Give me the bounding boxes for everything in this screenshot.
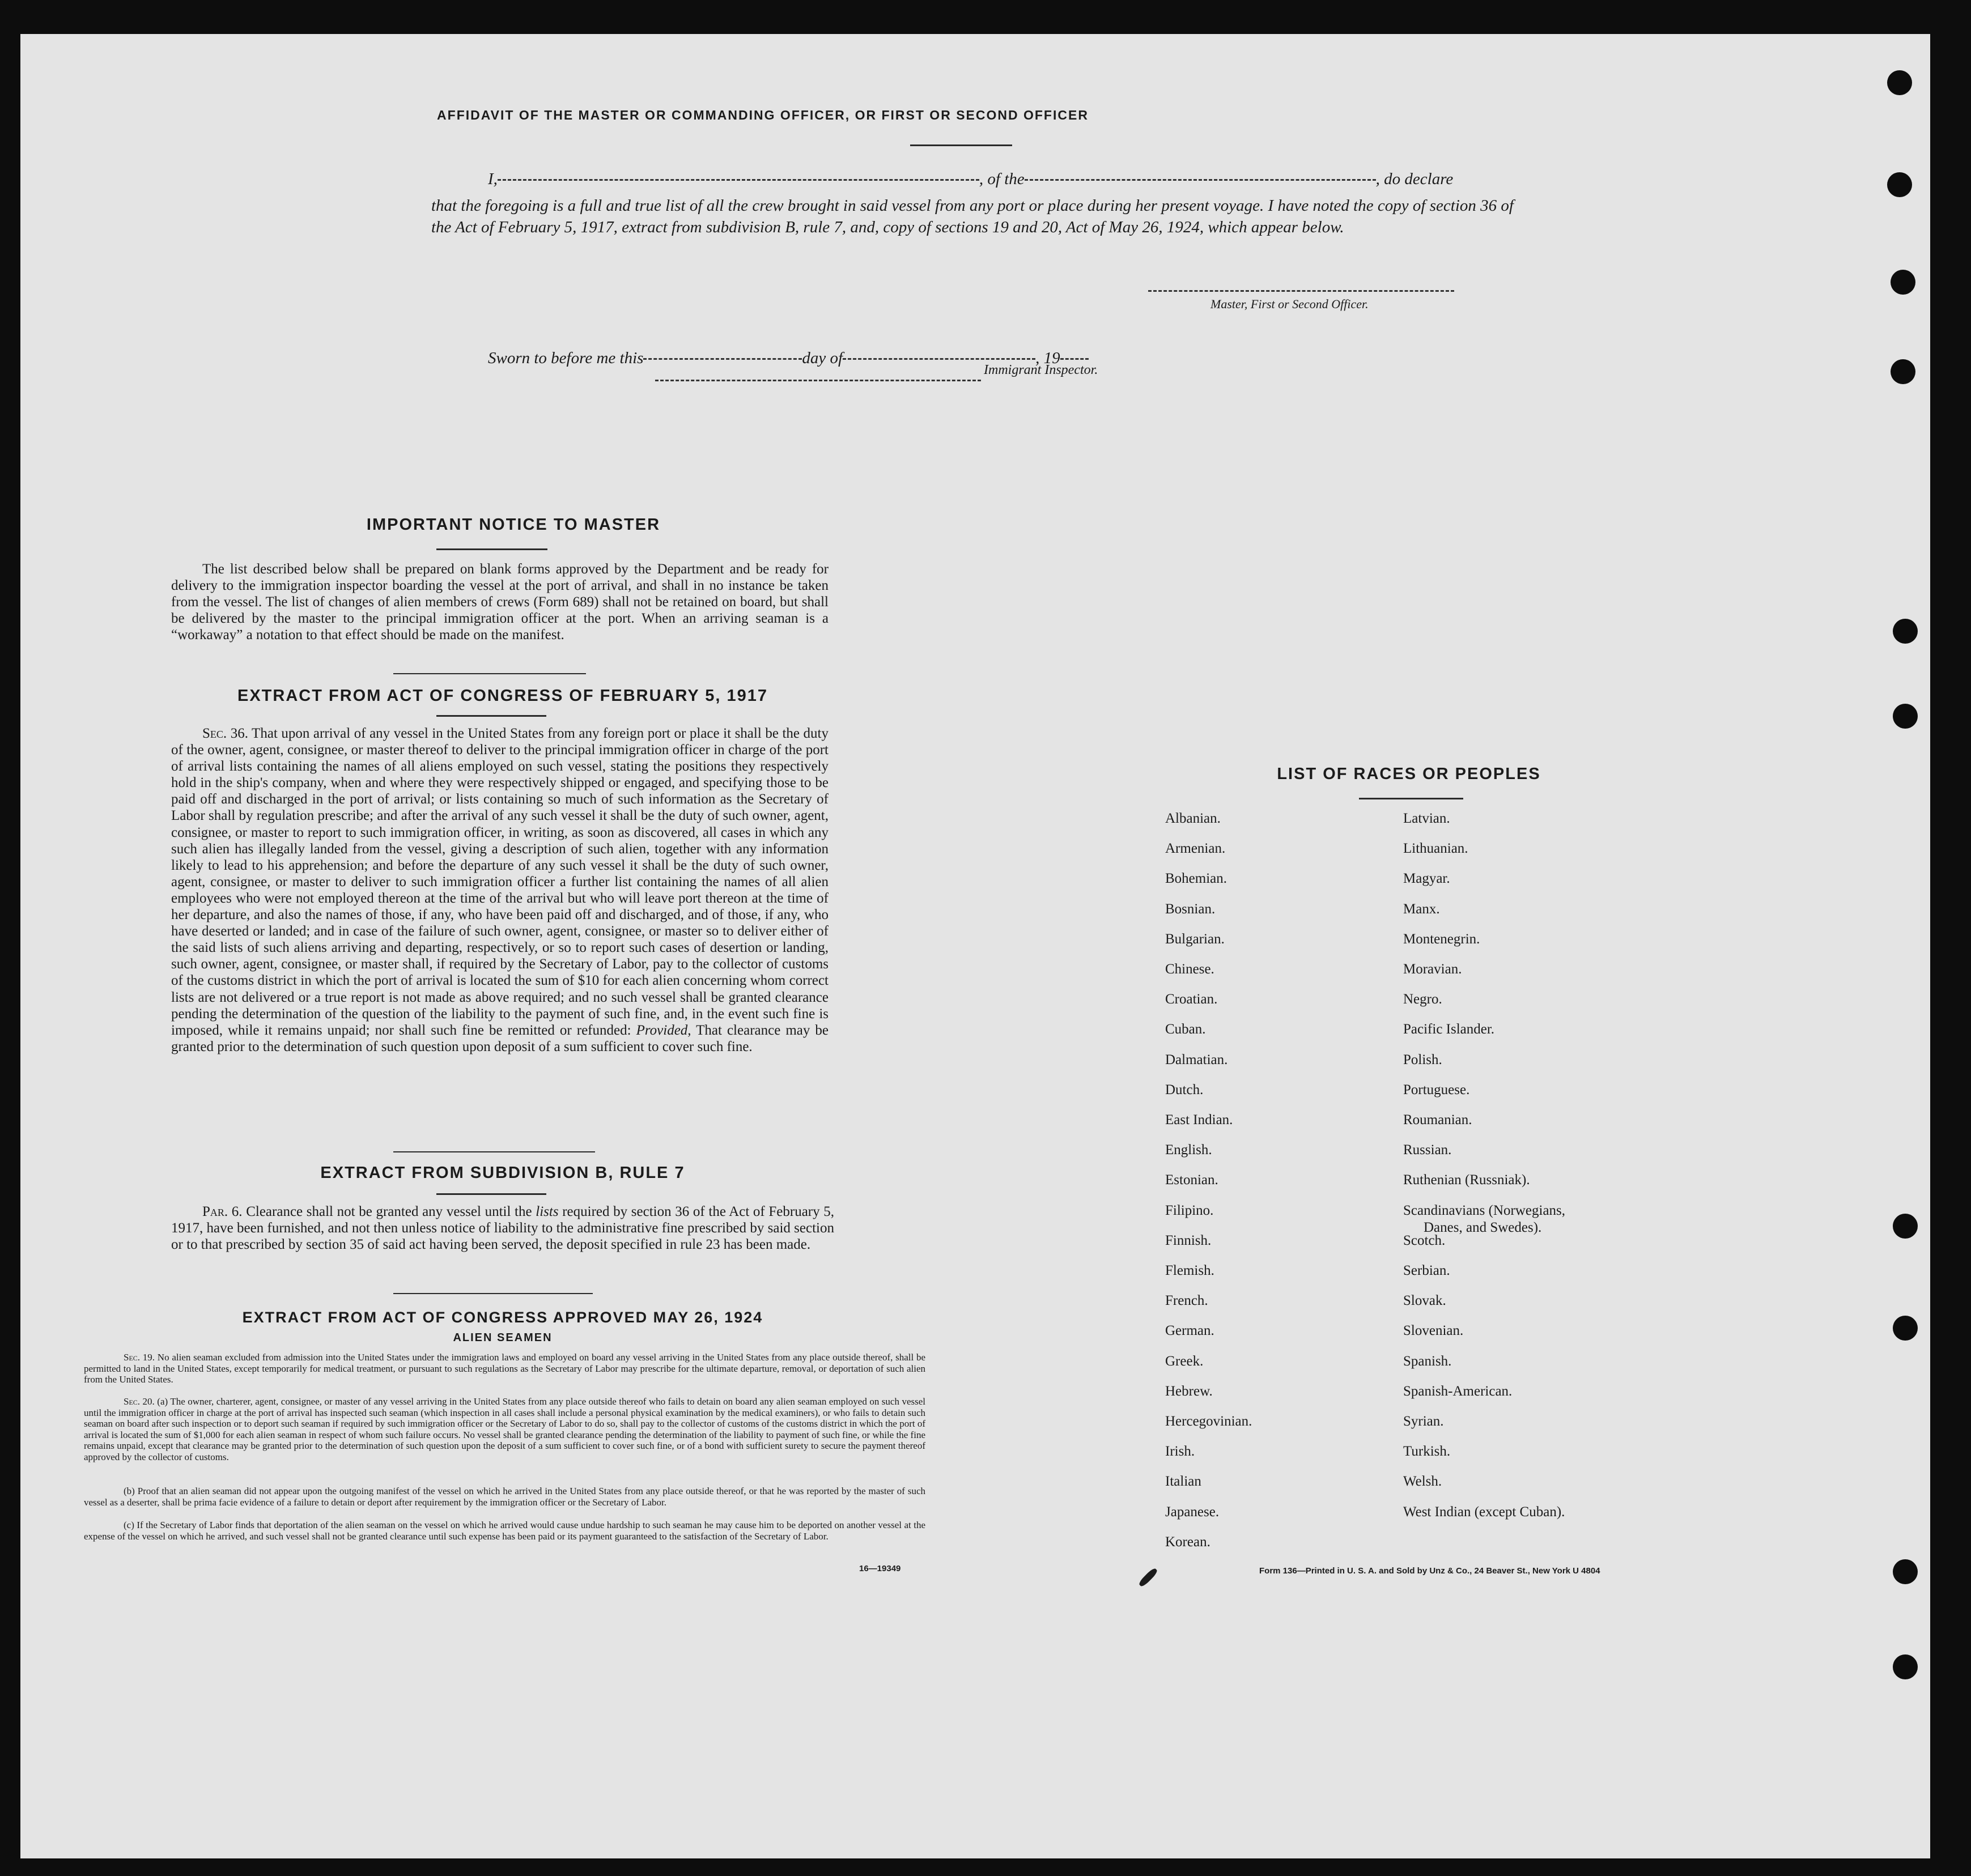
sec-36-label: Sec. 36. [202, 726, 248, 741]
race-item: West Indian (except Cuban). [1403, 1504, 1565, 1520]
affidavit-body: that the foregoing is a full and true list of all the crew brought in said vessel from any port or place during her present voyage. I have noted the copy of section 36 of the Act of February 5, 1917, extract from subdivision B, rule 7, and, copy of sections 19 and 20, Act of May 26, 1924, which appear below. [431, 197, 1514, 236]
affidavit-declaration-line [488, 170, 1514, 189]
notice-title: IMPORTANT NOTICE TO MASTER [366, 516, 661, 534]
inspector-signature-field[interactable] [655, 380, 981, 381]
race-item: Dutch. [1165, 1082, 1204, 1097]
race-item: Albanian. [1165, 811, 1221, 826]
extract-rule7-title: EXTRACT FROM SUBDIVISION B, RULE 7 [320, 1164, 685, 1182]
year-prefix: , 19 [1035, 349, 1060, 367]
race-item: Finnish. [1165, 1232, 1212, 1248]
sec-19-text: No alien seaman excluded from admission into the United States under the immigration laws and employed on board any vessel arriving in the United States from any place outside thereof, shall be permitted to land in the United States, except temporarily for medical treatment, or pursuant to such regulations as the Secretary of Labor may prescribe for the ultimate departure, removal, or deportation of such alien from the United States. [84, 1352, 926, 1385]
race-item: Ruthenian (Russniak). [1403, 1172, 1530, 1188]
race-item: Serbian. [1403, 1263, 1450, 1278]
par-6-label: Par. 6. [202, 1204, 243, 1219]
race-item: Portuguese. [1403, 1082, 1470, 1097]
race-item: Italian [1165, 1474, 1201, 1490]
par-6-text-a: Clearance shall not be granted any vessel until the [246, 1204, 532, 1219]
title-underline [910, 144, 1012, 146]
race-item: Armenian. [1165, 841, 1226, 857]
binder-hole [1893, 1559, 1918, 1584]
binder-hole [1893, 1316, 1918, 1341]
races-title-underline [1359, 798, 1463, 799]
declarant-prefix: I, [488, 170, 498, 188]
race-item: Chinese. [1165, 962, 1214, 977]
vessel-name-field[interactable] [1025, 179, 1376, 181]
extract-1917-title: EXTRACT FROM ACT OF CONGRESS OF FEBRUARY 5, 1917 [237, 687, 768, 705]
race-item: Bulgarian. [1165, 931, 1225, 947]
race-item: Cuban. [1165, 1022, 1206, 1037]
extract-rule7-body [171, 1203, 834, 1253]
declare-label: , do declare [1375, 170, 1454, 188]
race-item: Greek. [1165, 1353, 1204, 1369]
binder-hole [1893, 1214, 1918, 1239]
race-item: Irish. [1165, 1444, 1195, 1460]
race-item: Latvian. [1403, 811, 1450, 826]
section-divider [393, 673, 586, 674]
race-item: Spanish-American. [1403, 1383, 1513, 1399]
sec-20a [84, 1396, 925, 1462]
section-divider [393, 1151, 595, 1152]
race-item: Turkish. [1403, 1444, 1451, 1460]
extract-1917-underline [436, 715, 546, 717]
par-6-text-b: required by section 36 of the Act of February 5, 1917, have been furnished, and not then unless notice of liability to the administrative fine prescribed by said section or to that prescribed by section 35 of said act having been served, the deposit specified in rule 23 has been made. [171, 1204, 835, 1253]
proviso-label: Provided, [636, 1022, 691, 1038]
race-item: Magyar. [1403, 871, 1450, 887]
extract-1924-title: EXTRACT FROM ACT OF CONGRESS APPROVED MAY 26, 1924 [242, 1309, 763, 1326]
race-item: French. [1165, 1293, 1208, 1309]
inspector-caption: Immigrant Inspector. [984, 363, 1098, 377]
notice-title-underline [436, 548, 547, 550]
race-item: Slovenian. [1403, 1323, 1464, 1339]
sworn-month-field[interactable] [843, 358, 1035, 360]
of-the-label: , of the [979, 170, 1025, 188]
binder-hole [1893, 619, 1918, 644]
binder-hole [1891, 359, 1915, 384]
sec-19 [84, 1352, 925, 1385]
ink-blot [1138, 1567, 1159, 1588]
proviso-text: That clearance may be granted prior to the determination of such question upon deposit of a sum sufficient to cover such fine. [171, 1022, 829, 1054]
race-item: Montenegrin. [1403, 931, 1480, 947]
sworn-day-field[interactable] [643, 358, 802, 360]
race-item: East Indian. [1165, 1112, 1233, 1128]
race-item: Syrian. [1403, 1414, 1444, 1429]
race-item: Slovak. [1403, 1293, 1446, 1309]
affidavit-title: AFFIDAVIT OF THE MASTER OR COMMANDING OFFICER, OR FIRST OR SECOND OFFICER [437, 108, 1089, 122]
races-title: LIST OF RACES OR PEOPLES [1277, 765, 1541, 783]
race-item: Hebrew. [1165, 1383, 1213, 1399]
race-item: Flemish. [1165, 1263, 1214, 1278]
race-item: Pacific Islander. [1403, 1022, 1495, 1037]
sec-20-label: Sec. 20. [124, 1396, 155, 1407]
race-item: Korean. [1165, 1534, 1210, 1550]
binder-hole [1893, 704, 1918, 729]
binder-hole [1887, 70, 1912, 95]
sworn-year-field[interactable] [1060, 358, 1089, 360]
alien-seamen-subtitle: ALIEN SEAMEN [453, 1332, 553, 1344]
race-item: Japanese. [1165, 1504, 1220, 1520]
binder-hole [1891, 270, 1915, 295]
race-item: Scandinavians (Norwegians, [1403, 1202, 1566, 1218]
race-item: Moravian. [1403, 962, 1462, 977]
section-divider [393, 1293, 593, 1294]
print-code: 16—19349 [859, 1564, 901, 1573]
race-item: Danes, and Swedes). [1424, 1219, 1542, 1235]
notice-body: The list described below shall be prepared on blank forms approved by the Department and be ready for delivery to the immigration inspector boarding the vessel at the port of arrival, and shall in no instance be taken from the vessel. The list of changes of alien members of crews (Form 689) shall not be retained on board, but shall be delivered by the master to the principal immigration officer at the port. When an arriving seaman is a “workaway” a notation to that effect should be made on the manifest. [171, 561, 829, 643]
race-item: English. [1165, 1142, 1212, 1158]
race-item: Welsh. [1403, 1474, 1442, 1490]
race-item: Negro. [1403, 992, 1442, 1007]
officer-signature-field[interactable] [1148, 290, 1454, 292]
race-item: Dalmatian. [1165, 1052, 1228, 1067]
officer-signature-caption: Master, First or Second Officer. [1210, 297, 1369, 311]
race-item: Hercegovinian. [1165, 1414, 1252, 1429]
race-item: Manx. [1403, 901, 1440, 917]
lists-word: lists [536, 1204, 559, 1219]
race-item: Polish. [1403, 1052, 1442, 1067]
sec-20b: (b) Proof that an alien seaman did not appear upon the outgoing manifest of the vessel on which he arrived in the United States from any place outside thereof, or that he was reported by the master of such vessel as a deserter, shall be prima facie evidence of a failure to detain or deport after requirement by the immigration officer or the Secretary of Labor. [84, 1486, 925, 1508]
sworn-label: Sworn to before me this [488, 349, 644, 367]
race-item: Spanish. [1403, 1353, 1452, 1369]
race-item: Scotch. [1403, 1232, 1446, 1248]
sec-36-text: That upon arrival of any vessel in the United States from any foreign port or place it shall be the duty of the owner, agent, consignee, or master thereof to deliver to the principal immigration officer in charge of the port of arrival lists containing the names of all aliens employed on such vessel, stating the positions they respectively hold in the ship's company, when and where they were respectively shipped or engaged, and specifying those to be paid off and discharged in the port of arrival; or lists containing so much of such information as the Secretary of Labor shall by regulation prescribe; and after the arrival of any such vessel it shall be the duty of such owner, agent, consignee, or master to report to such immigration officer, in writing, as soon as discovered, all cases in which any such alien has illegally landed from the vessel, giving a description of such alien, together with any information likely to lead to his apprehension; and before the departure of any such vessel it shall be the duty of such owner, agent, consignee, or master to deliver to such immigration officer a further list containing the names of all alien employees who were not employed thereon at the time of the arrival but who will leave port thereon at the time of her departure, and also the names of those, if any, who have been paid off and discharged, and of those, if any, who have deserted or landed; and in case of the failure of such owner, agent, consignee, or master so to deliver either of the said lists of such aliens arriving and departing, respectively, or so to report such cases of desertion or landing, such owner, agent, consignee, or master shall, if required by the Secretary of Labor, pay to the collector of customs of the customs district in which the port of arrival is located the sum of $10 for each alien concerning whom correct lists are not delivered or a true report is not made as above required; and no such vessel shall be granted clearance pending the determination of the question of the liability to the payment of such fine, and, in the event such fine is imposed, while it remains unpaid; nor shall such fine be remitted or refunded: [171, 726, 829, 1038]
extract-rule7-underline [436, 1193, 546, 1195]
document-page [20, 34, 1930, 1858]
sec-20a-text: (a) The owner, charterer, agent, consignee, or master of any vessel arriving in the United States from any place outside thereof who fails to detain on board any alien seaman employed on such vessel until the immigration officer in charge at the port of arrival has inspected such seaman (which inspection in all cases shall include a personal physical examination by the medical examiners), or who fails to detain such seaman on board after such inspection or to deport such seaman if required by such immigration officer or the Secretary of Labor to do so, shall pay to the collector of customs of the customs district in which the port of arrival is located the sum of $1,000 for each alien seaman in respect of whom such failure occurs. No vessel shall be granted clearance pending the determination of the liability to payment of such fine, or while the fine remains unpaid, except that clearance may be granted prior to the determination of such question upon the deposit of a sum sufficient to cover such fine, or of a bond with sufficient surety to secure the payment thereof approved by the collector of customs. [84, 1396, 926, 1462]
sec-19-label: Sec. 19. [124, 1352, 155, 1363]
day-of-label: day of [802, 349, 843, 367]
race-item: German. [1165, 1323, 1214, 1339]
extract-1917-body [171, 725, 829, 1055]
sec-20c: (c) If the Secretary of Labor finds that deportation of the alien seaman on the vessel on which he arrived would cause undue hardship to such seaman he may cause him to be deported on another vessel at the expense of the vessel on which he arrived, and such vessel shall not be granted clearance until such expense has been paid or its payment guaranteed to the satisfaction of the Secretary of Labor. [84, 1520, 925, 1542]
declarant-name-field[interactable] [498, 179, 979, 181]
binder-hole [1893, 1654, 1918, 1679]
binder-hole [1887, 172, 1912, 197]
race-item: Estonian. [1165, 1172, 1218, 1188]
form-footer: Form 136—Printed in U. S. A. and Sold by Unz & Co., 24 Beaver St., New York U 4804 [1259, 1566, 1600, 1576]
race-item: Croatian. [1165, 992, 1218, 1007]
race-item: Lithuanian. [1403, 841, 1468, 857]
race-item: Bohemian. [1165, 871, 1227, 887]
race-item: Filipino. [1165, 1202, 1214, 1218]
race-item: Bosnian. [1165, 901, 1216, 917]
race-item: Roumanian. [1403, 1112, 1472, 1128]
race-item: Russian. [1403, 1142, 1452, 1158]
